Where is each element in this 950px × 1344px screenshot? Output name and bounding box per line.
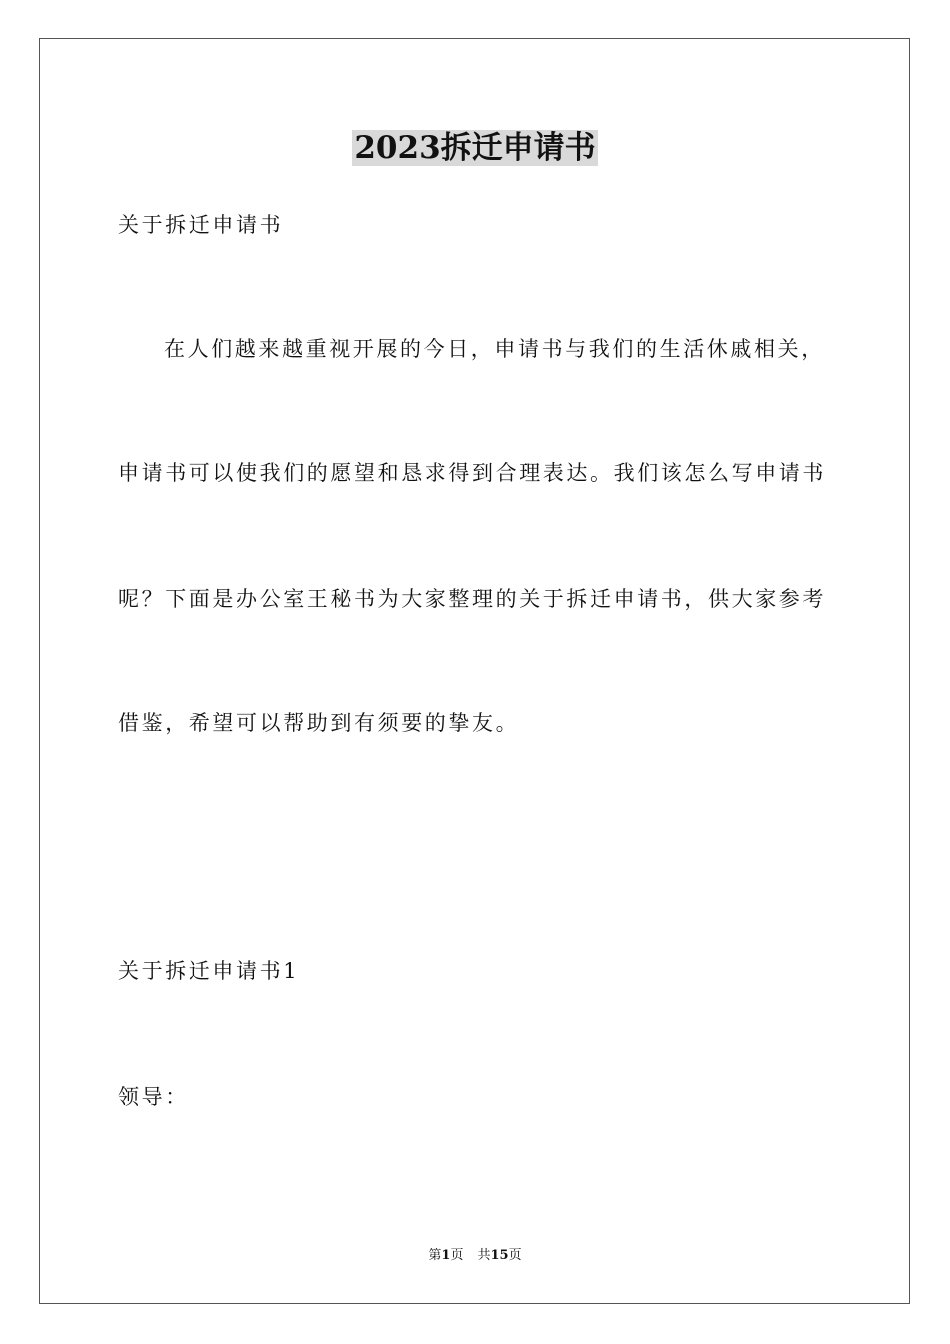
intro-line-3: 呢？下面是办公室王秘书为大家整理的关于拆迁申请书，供大家参考 — [118, 587, 826, 611]
footer-page-suffix: 页 — [450, 1248, 464, 1263]
section-heading: 关于拆迁申请书1 — [118, 959, 300, 983]
document-title — [0, 128, 950, 168]
intro-line-1: 在人们越来越重视开展的今日，申请书与我们的生活休戚相关， — [164, 337, 825, 361]
salutation: 领导： — [118, 1085, 189, 1109]
footer-total-prefix: 共 — [477, 1248, 491, 1263]
footer-total-suffix: 页 — [508, 1248, 522, 1263]
document-title-text: 2023拆迁申请书 — [354, 130, 596, 166]
document-subtitle: 关于拆迁申请书 — [118, 213, 284, 237]
footer-page-prefix: 第 — [428, 1248, 442, 1263]
intro-line-4: 借鉴，希望可以帮助到有须要的挚友。 — [118, 711, 520, 735]
footer-total-pages: 15 — [490, 1248, 509, 1263]
page-footer — [0, 1247, 950, 1265]
intro-line-2: 申请书可以使我们的愿望和恳求得到合理表达。我们该怎么写申请书 — [118, 461, 826, 485]
footer-page-number: 1 — [441, 1248, 451, 1263]
